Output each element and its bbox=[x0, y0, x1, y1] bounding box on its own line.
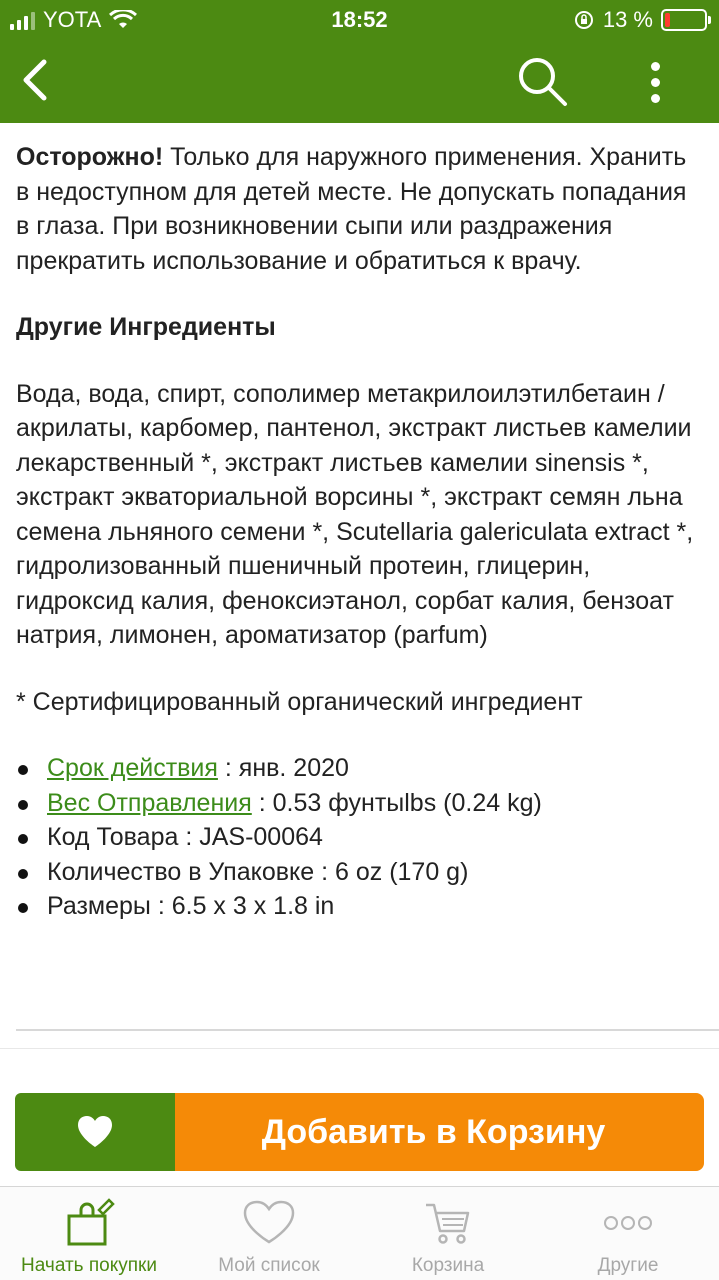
tab-start-shopping[interactable] bbox=[4, 1197, 174, 1277]
shopping-bag-icon bbox=[63, 1198, 115, 1248]
spec-package-quantity: Количество в Упаковке : 6 oz (170 g) bbox=[16, 855, 706, 890]
spec-shipping-weight bbox=[16, 786, 706, 821]
shipping-weight-value: : 0.53 фунтыlbs (0.24 kg) bbox=[251, 788, 542, 817]
app-header bbox=[0, 0, 719, 123]
search-button[interactable] bbox=[513, 52, 573, 112]
more-menu-button[interactable] bbox=[630, 52, 680, 112]
spec-expiration bbox=[16, 751, 706, 786]
back-button[interactable] bbox=[10, 50, 60, 110]
section-divider-secondary bbox=[0, 1048, 719, 1049]
action-bar bbox=[15, 1093, 704, 1171]
more-dots-icon bbox=[603, 1213, 653, 1233]
tab-more[interactable] bbox=[543, 1197, 713, 1277]
heart-icon bbox=[76, 1115, 114, 1149]
warning-paragraph bbox=[16, 140, 706, 278]
more-vertical-icon bbox=[651, 62, 660, 71]
certified-note: * Сертифицированный органический ингредиент bbox=[16, 687, 583, 716]
status-right bbox=[573, 7, 707, 33]
clock: 18:52 bbox=[331, 7, 388, 32]
status-bar bbox=[0, 0, 719, 40]
tab-cart[interactable] bbox=[363, 1197, 533, 1277]
orientation-lock-icon bbox=[573, 9, 595, 31]
carrier-name: YOTA bbox=[43, 7, 102, 32]
expiration-link[interactable]: Срок действия bbox=[47, 754, 218, 782]
section-divider bbox=[16, 1029, 719, 1031]
tab-my-list[interactable] bbox=[184, 1197, 354, 1277]
battery-percent: 13 % bbox=[602, 7, 653, 32]
tab-label: Корзина bbox=[411, 1255, 485, 1276]
battery-level bbox=[665, 13, 670, 27]
warning-text: Только для наружного применения. Хранить в недоступном для детей месте. Не допускать попадания в глаза. При возникновении сыпи или раздражения прекратить использование и обратиться к врачу. bbox=[16, 143, 687, 275]
chevron-left-icon bbox=[20, 58, 50, 102]
warning-label: Осторожно! bbox=[16, 143, 164, 171]
other-ingredients-title: Другие Ингредиенты bbox=[16, 313, 276, 341]
product-details bbox=[16, 140, 706, 924]
tab-label: Начать покупки bbox=[21, 1255, 157, 1276]
spec-dimensions: Размеры : 6.5 x 3 x 1.8 in bbox=[16, 889, 706, 924]
cart-icon bbox=[424, 1199, 472, 1247]
tab-bar bbox=[0, 1186, 719, 1280]
expiration-value: : янв. 2020 bbox=[217, 754, 349, 782]
spec-list bbox=[16, 751, 706, 924]
battery-icon bbox=[661, 9, 707, 31]
add-to-cart-button[interactable] bbox=[163, 1093, 704, 1171]
add-to-cart-label: Добавить в Корзину bbox=[261, 1112, 606, 1151]
spec-product-code: Код Товара : JAS-00064 bbox=[16, 820, 706, 855]
tab-label: Другие bbox=[597, 1255, 659, 1276]
ingredients-text: Вода, вода, спирт, сополимер метакрилоилэтилбетаин / акрилаты, карбомер, пантенол, экстракт листьев камелии лекарственный *, экстракт листьев камелии sinensis *, экстракт экваториальной ворсины *, экстракт семян льна семена льняного семени *, Scutellaria galericulata extract *, гидролизованный пшеничный протеин, глицерин, гидроксид калия, феноксиэтанол, сорбат калия, бензоат натрия, лимонен, ароматизатор (parfum) bbox=[16, 379, 694, 649]
tab-label: Мой список bbox=[218, 1255, 320, 1276]
shipping-weight-link[interactable]: Вес Отправления bbox=[47, 788, 252, 817]
add-to-wishlist-button[interactable] bbox=[15, 1093, 175, 1171]
search-icon bbox=[513, 52, 573, 112]
heart-outline-icon bbox=[242, 1200, 296, 1246]
